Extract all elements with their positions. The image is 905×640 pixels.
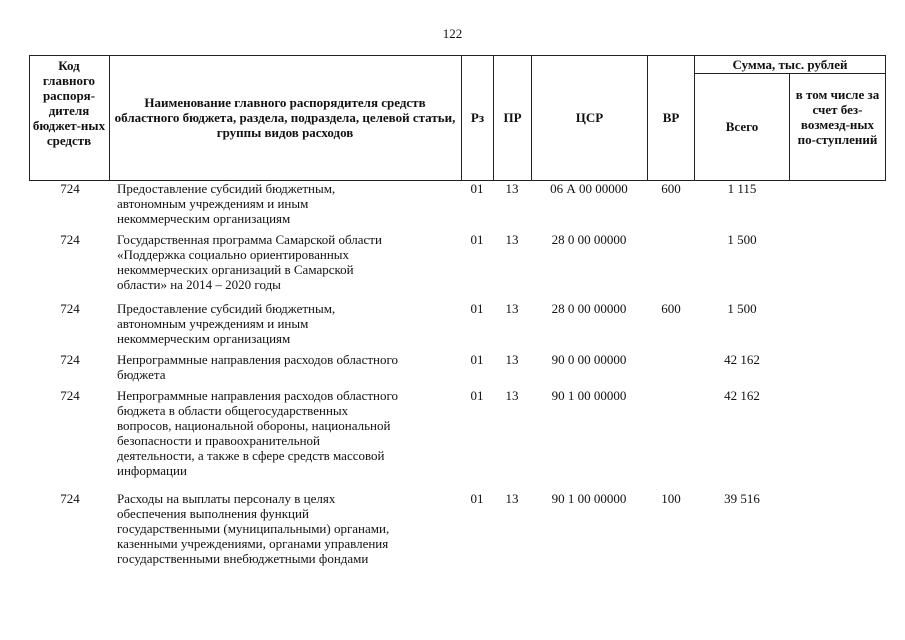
header-sum-group: Сумма, тыс. рублей [732,57,848,72]
row-name: Расходы на выплаты персоналу в целях обеспечения выполнения функций государственными (муниципальными) органами, казенными учреждениями, органами управления государственными внебюджетными фондами [117,491,390,566]
row-name: Непрограммные направления расходов областного бюджета [117,352,398,382]
row-code: 724 [60,388,80,403]
row-rz: 01 [470,232,484,247]
row-name: Государственная программа Самарской области «Поддержка социально ориентированных некоммерческих организаций в Самарской области» на 2014 – 2020 годы [117,232,382,292]
row-csr: 28 0 00 00000 [551,232,627,247]
row-vr: 100 [661,491,681,506]
row-rz: 01 [470,388,484,403]
row-total: 42 162 [724,352,760,367]
row-code: 724 [60,181,80,196]
row-csr: 90 1 00 00000 [551,491,627,506]
row-pr: 13 [505,232,519,247]
row-total: 1 500 [727,232,757,247]
row-vr: 600 [661,301,681,316]
row-name: Предоставление субсидий бюджетным, автономным учреждениям и иным некоммерческим организациям [117,301,336,346]
row-code: 724 [60,232,80,247]
row-name: Предоставление субсидий бюджетным, автономным учреждениям и иным некоммерческим организациям [117,181,336,226]
row-csr: 90 0 00 00000 [551,352,627,367]
row-csr: 90 1 00 00000 [551,388,627,403]
row-pr: 13 [505,388,519,403]
row-pr: 13 [505,301,519,316]
row-csr: 06 А 00 00000 [550,181,628,196]
row-rz: 01 [470,301,484,316]
header-csr: ЦСР [575,110,604,125]
header-gratuitous: в том числе за счет без-возмезд-ных по-ступлений [795,87,880,147]
row-pr: 13 [505,352,519,367]
row-name: Непрограммные направления расходов областного бюджета в области общегосударственных вопросов, национальной обороны, национальной безопасности и правоохранительной деятельности, а также в сфере средств массовой информации [117,388,398,478]
row-total: 1 500 [727,301,757,316]
row-rz: 01 [470,181,484,196]
header-name: Наименование главного распорядителя средств областного бюджета, раздела, подраздела, целевой статьи, группы видов расходов [114,95,456,140]
row-pr: 13 [505,181,519,196]
header-code: Код главного распоря-дителя бюджет-ных средств [32,58,106,148]
row-pr: 13 [505,491,519,506]
row-csr: 28 0 00 00000 [551,301,627,316]
row-code: 724 [60,491,80,506]
row-rz: 01 [470,352,484,367]
header-rz: Рз [470,110,485,125]
page-number: 122 [442,26,463,41]
row-total: 42 162 [724,388,760,403]
row-code: 724 [60,301,80,316]
header-vr: ВР [662,110,680,125]
row-vr: 600 [661,181,681,196]
row-total: 39 516 [724,491,760,506]
row-total: 1 115 [727,181,757,196]
header-pr: ПР [503,110,522,125]
header-total: Всего [725,119,759,134]
row-rz: 01 [470,491,484,506]
row-code: 724 [60,352,80,367]
